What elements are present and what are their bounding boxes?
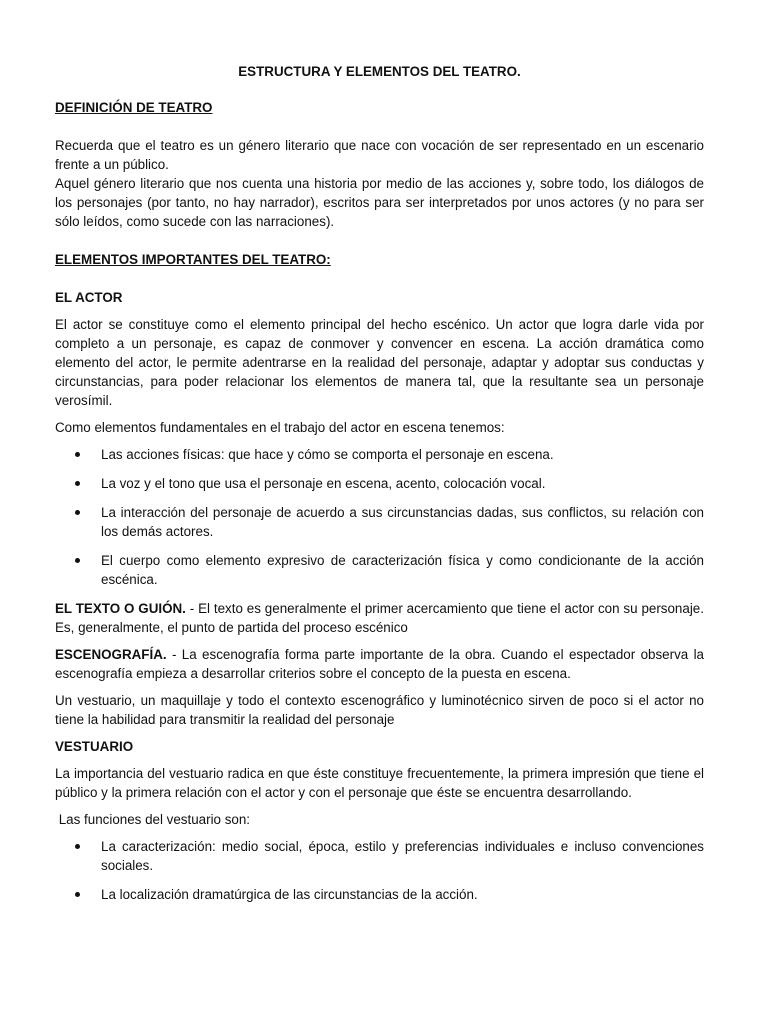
text-label: EL TEXTO O GUIÓN. [55, 601, 186, 616]
actor-intro: Como elementos fundamentales en el trabajo del actor en escena tenemos: [55, 420, 505, 435]
list-item-text: La caracterización: medio social, época, estilo y preferencias individuales e incluso convenciones sociales. [101, 839, 704, 873]
definition-paragraph-1: Recuerda que el teatro es un género literario que nace con vocación de ser representado en un escenario frente a un público. [55, 138, 704, 172]
list-item-text: La interacción del personaje de acuerdo a sus circunstancias dadas, sus conflictos, su relación con los demás actores. [101, 505, 704, 539]
bullet-icon [75, 844, 80, 849]
bullet-icon [75, 892, 80, 897]
costume-intro: Las funciones del vestuario son: [55, 812, 251, 827]
list-item [55, 445, 704, 464]
list-item [55, 551, 704, 589]
actor-heading: EL ACTOR [55, 290, 123, 305]
list-item [55, 503, 704, 541]
costume-heading: VESTUARIO [55, 739, 134, 754]
list-item-text: La voz y el tono que usa el personaje en escena, acento, colocación vocal. [101, 476, 546, 491]
text-body: - El texto es generalmente el primer acercamiento que tiene el actor con su personaje. Es, generalmente, el punto de partida del proceso escénico [55, 601, 704, 635]
costume-list [55, 837, 704, 904]
actor-paragraph: El actor se constituye como el elemento principal del hecho escénico. Un actor que logra darle vida por completo a un personaje, es capaz de conmover y convencer en escena. La acción dramática como elemento del actor, le permite adentrarse en la realidad del personaje, adaptar y adoptar sus conductas y circunstancias, para poder relacionar los elementos de manera tal, que la resultante sea un personaje verosímil. [55, 317, 704, 408]
bullet-icon [75, 510, 80, 515]
scenography-label: ESCENOGRAFÍA. [55, 647, 167, 662]
actor-list [55, 445, 704, 589]
list-item [55, 885, 704, 904]
costume-paragraph: La importancia del vestuario radica en que éste constituye frecuentemente, la primera impresión que tiene el público y la primera relación con el actor y con el personaje que éste se encuentra desarrollando. [55, 766, 704, 800]
list-item [55, 837, 704, 875]
definition-paragraph-2: Aquel género literario que nos cuenta una historia por medio de las acciones y, sobre todo, los diálogos de los personajes (por tanto, no hay narrador), escritos para ser interpretados por unos actores (y no para ser sólo leídos, como sucede con las narraciones). [55, 176, 704, 229]
bullet-icon [75, 452, 80, 457]
text-paragraph [55, 599, 704, 637]
bullet-icon [75, 481, 80, 486]
scenography-paragraph-2: Un vestuario, un maquillaje y todo el contexto escenográfico y luminotécnico sirven de poco si el actor no tiene la habilidad para transmitir la realidad del personaje [55, 693, 704, 727]
definition-heading: DEFINICIÓN DE TEATRO [55, 100, 213, 115]
list-item-text: La localización dramatúrgica de las circunstancias de la acción. [101, 887, 478, 902]
list-item [55, 474, 704, 493]
elements-heading: ELEMENTOS IMPORTANTES DEL TEATRO: [55, 252, 331, 267]
list-item-text: Las acciones físicas: que hace y cómo se comporta el personaje en escena. [101, 447, 554, 462]
document-body [55, 62, 704, 914]
bullet-icon [75, 558, 80, 563]
scenography-body: - La escenografía forma parte importante de la obra. Cuando el espectador observa la escenografía empieza a desarrollar criterios sobre el concepto de la puesta en escena. [55, 647, 704, 681]
scenography-paragraph [55, 645, 704, 683]
list-item-text: El cuerpo como elemento expresivo de caracterización física y como condicionante de la acción escénica. [101, 553, 704, 587]
document-title: ESTRUCTURA Y ELEMENTOS DEL TEATRO. [238, 64, 521, 79]
